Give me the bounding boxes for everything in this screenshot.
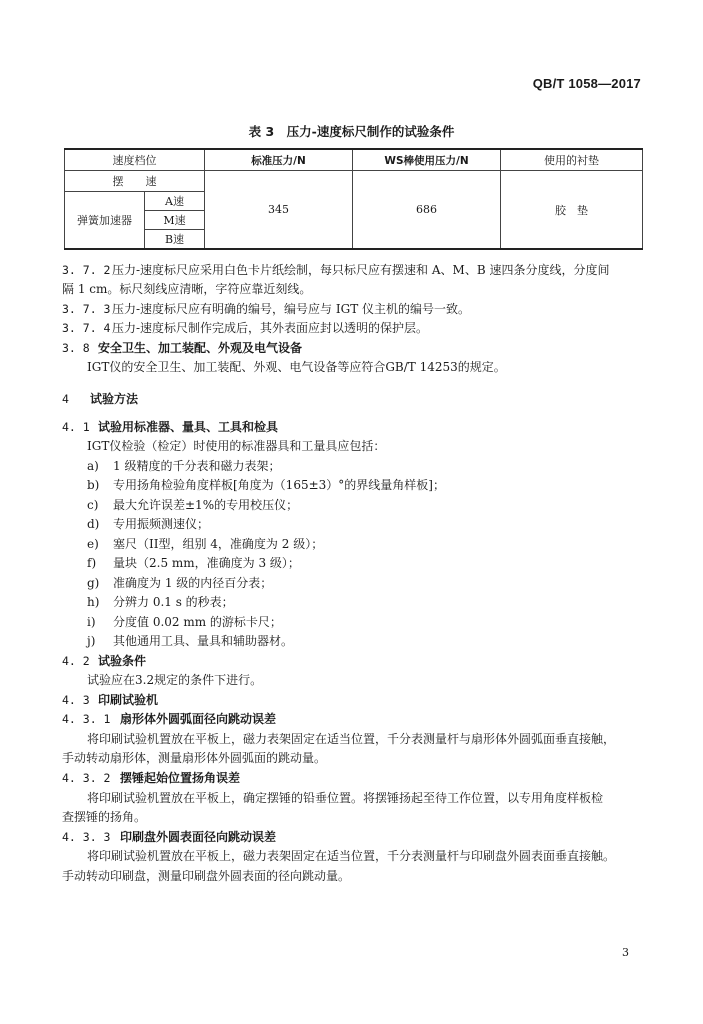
- list-text: 专用振频测速仪；: [113, 517, 210, 531]
- list-text: 量块（2.5 mm，准确度为 3 级）；: [113, 556, 300, 570]
- speed-b-cell: B速: [145, 230, 205, 250]
- section-3-8-body: IGT仪的安全卫生、加工装配、外观、电气设备等应符合GB/T 14253的规定。: [87, 360, 506, 374]
- clause-number: 3. 7. 3: [62, 302, 111, 316]
- pendulum-speed-cell: 摆 速: [65, 171, 205, 192]
- list-text: 分度值 0.02 mm 的游标卡尺；: [113, 615, 282, 629]
- section-4-3-2-heading: [62, 770, 644, 787]
- section-title: 扇形体外圆弧面径向跳动误差: [120, 712, 277, 726]
- section-number: 4. 2: [62, 654, 90, 668]
- col-header-std-pressure: 标准压力/N: [205, 149, 353, 171]
- list-item: [87, 633, 669, 650]
- section-4-3-3-line2: 手动转动印刷盘，测量印刷盘外圆表面的径向跳动量。: [62, 869, 351, 883]
- standard-code: QB/T 1058—2017: [532, 76, 641, 91]
- table-title: 表 3 压力-速度标尺制作的试验条件: [248, 124, 455, 139]
- table-header-row: [65, 149, 643, 171]
- list-label: d): [87, 517, 100, 531]
- list-text: 准确度为 1 级的内径百分表；: [113, 576, 273, 590]
- section-3-8-heading: [62, 340, 644, 357]
- section-4-1-intro: IGT仪检验（检定）时使用的标准器具和工量具应包括：: [87, 439, 386, 453]
- col-header-ws-pressure: WS棒使用压力/N: [353, 149, 501, 171]
- section-title: 试验方法: [90, 392, 139, 406]
- test-conditions-table-wrapper: [64, 148, 642, 250]
- list-item: [87, 477, 669, 494]
- section-4-1-heading: [62, 419, 644, 436]
- section-4-3-2-line2: 查摆锤的扬角。: [62, 810, 147, 824]
- section-4-3-3-line1: 将印刷试验机置放在平板上，磁力表架固定在适当位置，千分表测量杆与印刷盘外圆表面垂直接触。: [87, 849, 616, 863]
- list-item: [87, 555, 669, 572]
- section-number: 4. 3. 1: [62, 712, 111, 726]
- section-title: 试验用标准器、量具、工具和检具: [98, 420, 279, 434]
- clause-3-7-2-line1: [62, 262, 644, 279]
- section-4-3-1-heading: [62, 711, 644, 728]
- section-number: 4. 3: [62, 693, 90, 707]
- section-title: 印刷试验机: [98, 693, 159, 707]
- clause-number: 3. 7. 2: [62, 263, 111, 277]
- list-item: [87, 594, 669, 611]
- clause-3-7-3: [62, 301, 644, 318]
- clause-number: 3. 7. 4: [62, 321, 111, 335]
- section-number: 4. 3. 3: [62, 830, 111, 844]
- section-4-3-heading: [62, 692, 644, 709]
- list-item: [87, 516, 669, 533]
- section-number: 4. 1: [62, 420, 90, 434]
- std-pressure-cell: 345: [205, 171, 353, 250]
- page-number: 3: [622, 946, 629, 959]
- list-label: j): [87, 634, 96, 648]
- list-item: [87, 575, 669, 592]
- list-label: f): [87, 556, 97, 570]
- section-4-3-2-line1: 将印刷试验机置放在平板上，确定摆锤的铅垂位置。将摆锤扬起至待工作位置，以专用角度样板检: [87, 791, 604, 805]
- clause-text: 压力-速度标尺制作完成后，其外表面应封以透明的保护层。: [112, 321, 429, 335]
- section-number: 4: [62, 392, 69, 406]
- section-title: 印刷盘外圆表面径向跳动误差: [120, 830, 277, 844]
- section-title: 摆锤起始位置扬角误差: [120, 771, 241, 785]
- col-header-speed: 速度档位: [65, 149, 205, 171]
- ws-pressure-cell: 686: [353, 171, 501, 250]
- list-label: c): [87, 498, 99, 512]
- section-number: 3. 8: [62, 341, 90, 355]
- pad-cell: 胶 垫: [501, 171, 643, 250]
- clause-3-7-2-line2: 隔 1 cm。标尺刻线应清晰，字符应靠近刻线。: [62, 282, 312, 296]
- list-label: b): [87, 478, 100, 492]
- section-4-2-body: 试验应在3.2规定的条件下进行。: [87, 673, 263, 687]
- clause-text: 压力-速度标尺应有明确的编号，编号应与 IGT 仪主机的编号一致。: [112, 302, 471, 316]
- section-4-3-1-line1: 将印刷试验机置放在平板上，磁力表架固定在适当位置，千分表测量杆与扇形体外圆弧面垂直接触，: [87, 732, 616, 746]
- section-title: 试验条件: [98, 654, 147, 668]
- list-text: 1 级精度的千分表和磁力表架；: [113, 459, 281, 473]
- list-label: e): [87, 537, 99, 551]
- section-4-3-1-line2: 手动转动扇形体，测量扇形体外圆弧面的跳动量。: [62, 751, 327, 765]
- list-text: 分辨力 0.1 s 的秒表；: [113, 595, 234, 609]
- list-item: [87, 458, 669, 475]
- list-text: 专用扬角检验角度样板[角度为（165±3）°的界线量角样板]；: [113, 478, 445, 492]
- list-label: h): [87, 595, 100, 609]
- section-number: 4. 3. 2: [62, 771, 111, 785]
- list-text: 其他通用工具、量具和辅助器材。: [113, 634, 294, 648]
- section-4-2-heading: [62, 653, 644, 670]
- speed-a-cell: A速: [145, 192, 205, 211]
- speed-m-cell: M速: [145, 211, 205, 230]
- list-label: a): [87, 459, 99, 473]
- list-label: i): [87, 615, 96, 629]
- list-item: [87, 536, 669, 553]
- spring-accelerator-cell: 弹簧加速器: [65, 192, 145, 250]
- list-text: 最大允许误差±1%的专用校压仪；: [113, 498, 299, 512]
- table-row: [65, 171, 643, 192]
- list-label: g): [87, 576, 100, 590]
- section-title: 安全卫生、加工装配、外观及电气设备: [98, 341, 303, 355]
- clause-3-7-4: [62, 320, 644, 337]
- clause-text: 压力-速度标尺应采用白色卡片纸绘制，每只标尺应有摆速和 A、M、B 速四条分度线，分度间: [112, 263, 610, 277]
- col-header-pad: 使用的衬垫: [501, 149, 643, 171]
- list-text: 塞尺（II型，组别 4，准确度为 2 级）；: [113, 537, 324, 551]
- test-conditions-table: [64, 148, 643, 250]
- section-4-3-3-heading: [62, 829, 644, 846]
- list-item: [87, 614, 669, 631]
- list-item: [87, 497, 669, 514]
- section-4-heading: [62, 391, 644, 408]
